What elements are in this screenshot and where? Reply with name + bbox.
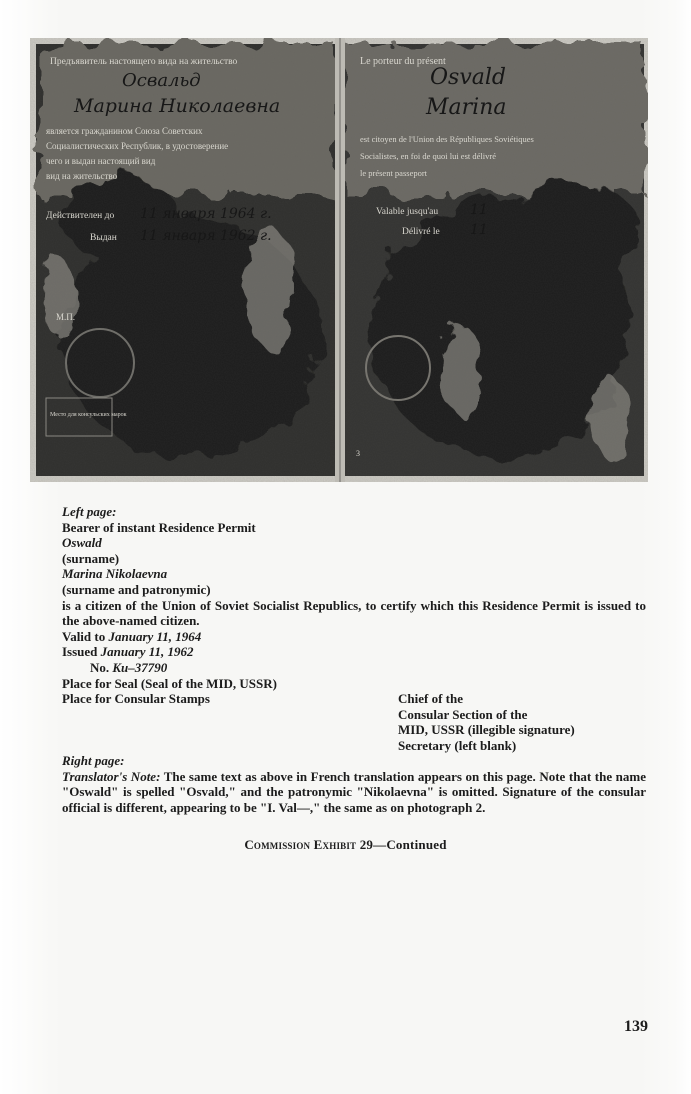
right-name-handwritten: Marina [426,95,507,120]
left-body-line-3: чего и выдан настоящий вид [46,156,156,166]
right-valid-label: Valable jusqu'au [376,207,439,217]
valid-date: January 11, 1964 [108,628,202,644]
page-number: 139 [624,1018,648,1035]
valid-prefix: Valid to [62,628,106,644]
left-body-line-2: Социалистических Республик, в удостоверение [46,141,229,151]
number-prefix: No. [90,659,110,675]
name-label: (surname and patronymic) [62,581,211,597]
left-valid-label: Действителен до [46,211,115,221]
left-page-label: Left page: [62,504,117,519]
chief-line-1: Chief of the [398,691,463,707]
surname-label: (surname) [62,550,120,566]
right-issued-handwritten: 11 [470,222,488,238]
valid-line [62,629,646,645]
left-issued-handwritten: 11 января 1962 г. [140,228,272,244]
left-stamp-box-text: Место для консульских марок [50,412,127,418]
right-body-line-1: est citoyen de l'Union des Républiques Soviétiques [360,134,534,144]
left-issued-label: Выдан [90,233,117,243]
chief-block [398,691,575,753]
chief-line-4: Secretary (left blank) [398,737,517,753]
exhibit-suffix: —Continued [373,837,447,852]
right-issued-label: Délivré le [402,227,440,237]
translator-note [62,769,646,816]
translator-label: Translator's Note: [62,768,161,784]
page-number-mark: 3 [356,449,360,458]
seal-line: Place for Seal (Seal of the MID, USSR) [62,675,277,691]
right-surname-handwritten: Osvald [430,65,506,90]
left-name-handwritten: Марина Николаевна [74,95,281,117]
stamps-line: Place for Consular Stamps [62,691,210,707]
left-valid-handwritten: 11 января 1964 г. [140,206,272,222]
stamps-and-chief [62,691,646,753]
passport-image [30,38,648,482]
caption-block [62,504,646,816]
exhibit-title: Commission Exhibit [244,837,357,852]
exhibit-heading [0,837,691,853]
passport-photograph [30,38,648,482]
right-heading: Le porteur du présent [360,56,446,67]
bearer-line: Bearer of instant Residence Permit [62,519,256,535]
citizen-text: is a citizen of the Union of Soviet Socialist Republics, to certify which this Residence Permit is issued to the above-named citizen. [62,597,646,629]
issued-prefix: Issued [62,644,98,660]
number-line [62,660,646,676]
left-body-line-1: является гражданином Союза Советских [46,126,203,136]
issued-line [62,644,646,660]
number-value: Ku–37790 [112,659,168,675]
left-heading: Предъявитель настоящего вида на жительство [50,57,238,67]
right-page-label: Right page: [62,753,125,769]
issued-date: January 11, 1962 [100,644,194,660]
right-body-line-2: Socialistes, en foi de quoi lui est délivré [360,151,496,161]
right-valid-handwritten: 11 [470,202,488,218]
translator-text: The same text as above in French translation appears on this page. Note that the name "Oswald" is spelled "Osvald," and the patronymic "Nikolaevna" is omitted. Signature of the consular official is different, appearing to be "I. Val—," the same as on photograph 2. [62,768,647,815]
surname-value: Oswald [62,535,102,551]
exhibit-number: 29 [359,837,374,852]
left-mp-label: М.П. [56,312,76,322]
right-body-line-3: le présent passeport [360,168,428,178]
left-body-line-4: вид на жительство [46,171,118,181]
left-surname-handwritten: Освальд [122,70,201,91]
chief-line-2: Consular Section of the [398,706,528,722]
chief-line-3: MID, USSR (illegible signature) [398,722,575,738]
name-value: Marina Nikolaevna [62,566,168,582]
